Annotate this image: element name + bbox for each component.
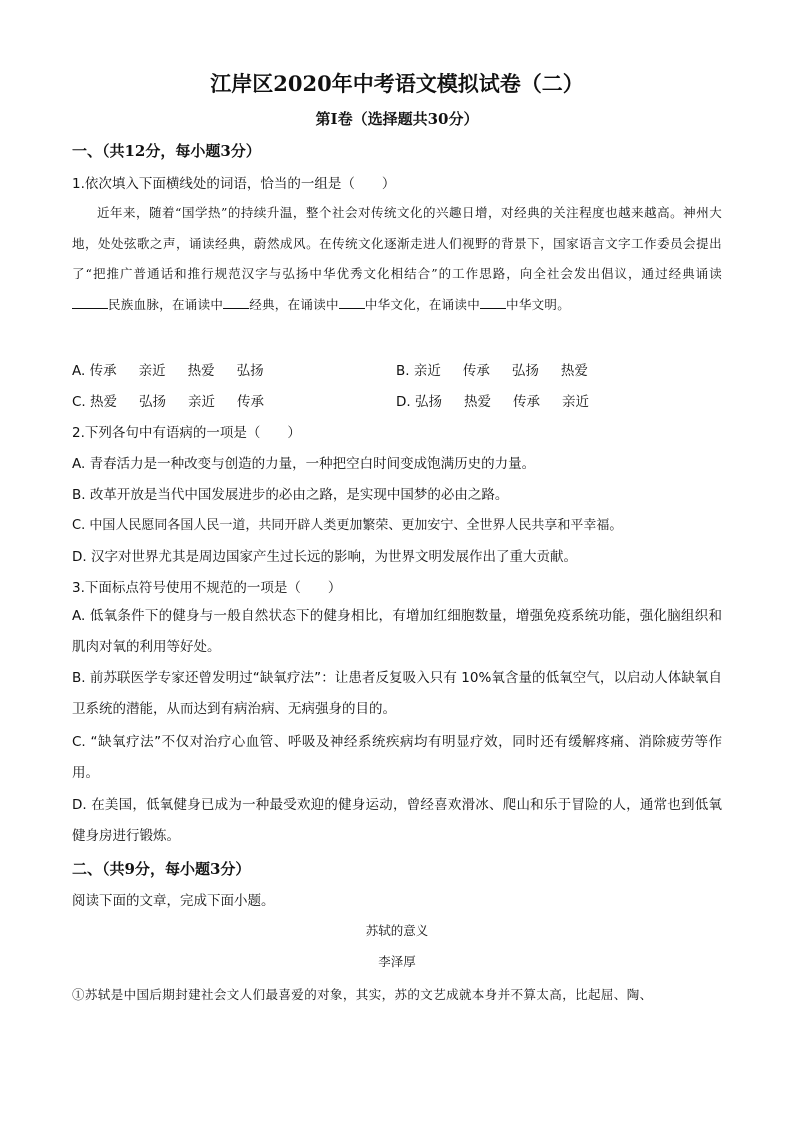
option-a-word-1: A. 传承	[72, 363, 117, 379]
volume-title: 第I卷（选择题共30分）	[315, 110, 479, 128]
section1-heading: 一、（共12分，每小题3分）	[72, 142, 261, 160]
article-paragraph-1: ①苏轼是中国后期封建社会文人们最喜爱的对象，其实，苏的文艺成就本身并不算太高，比起屈、陶、	[72, 987, 653, 1002]
page-title: 江岸区2020年中考语文模拟试卷（二）	[210, 71, 584, 96]
blank-2	[223, 294, 249, 309]
q3-option-b: B. 前苏联医学专家还曾发明过“缺氧疗法”：让患者反复吸入只有 10%氧含量的低氧空气，以启动人体缺氧自卫系统的潜能，从而达到有病治病、无病强身的目的。	[72, 670, 722, 717]
option-b-word-1: B. 亲近	[396, 363, 441, 379]
option-d-word-1: D. 弘扬	[396, 394, 442, 410]
passage-part-5: 中华文明。	[506, 296, 571, 312]
q2-option-c: C. 中国人民愿同各国人民一道，共同开辟人类更加繁荣、更加安宁、全世界人民共享和平幸福。	[72, 518, 623, 533]
blank-1	[72, 294, 108, 309]
option-b-word-2: 传承	[462, 363, 490, 379]
q2-option-d: D. 汉字对世界尤其是周边国家产生过长远的影响，为世界文明发展作出了重大贡献。	[72, 549, 577, 565]
q1-option-b	[396, 359, 610, 379]
q2-option-a: A. 青春活力是一种改变与创造的力量，一种把空白时间变成饱满历史的力量。	[72, 456, 536, 472]
option-a-word-2: 亲近	[138, 363, 166, 379]
q3-option-a: A. 低氧条件下的健身与一般自然状态下的健身相比，有增加红细胞数量，增强免疫系统功能，强化脑组织和肌肉对氧的利用等好处。	[72, 608, 722, 655]
passage-part-2: 民族血脉，在诵读中	[108, 296, 224, 312]
option-c-word-2: 弘扬	[139, 394, 167, 410]
article-title: 苏轼的意义	[365, 923, 429, 938]
option-d-word-3: 传承	[512, 394, 540, 410]
option-b-word-3: 弘扬	[511, 363, 539, 379]
q1-passage-text	[72, 198, 722, 320]
q1-passage	[72, 198, 722, 320]
q3-stem: 3.下面标点符号使用不规范的一项是（ ）	[72, 580, 342, 596]
q2-stem: 2.下列各句中有语病的一项是（ ）	[72, 425, 301, 441]
option-c-word-3: 亲近	[188, 394, 216, 410]
q3-option-d: D. 在美国，低氧健身已成为一种最受欢迎的健身运动，曾经喜欢滑冰、爬山和乐于冒险的人，通常也到低氧健身房进行锻炼。	[72, 797, 722, 844]
blank-4	[480, 294, 506, 309]
section2-instruction: 阅读下面的文章，完成下面小题。	[72, 893, 275, 909]
q3-option-c: C. “缺氧疗法”不仅对治疗心血管、呼吸及神经系统疾病均有明显疗效，同时还有缓解疼痛、消除疲劳等作用。	[72, 734, 722, 781]
q2-option-b: B. 改革开放是当代中国发展进步的必由之路，是实现中国梦的必由之路。	[72, 487, 509, 503]
option-d-word-4: 亲近	[561, 394, 589, 410]
option-c-word-4: 传承	[237, 394, 265, 410]
q1-stem: 1.依次填入下面横线处的词语，恰当的一组是（ ）	[72, 176, 396, 192]
passage-part-4: 中华文化，在诵读中	[364, 296, 481, 312]
blank-3	[339, 294, 365, 309]
option-b-word-4: 热爱	[560, 363, 588, 379]
q1-option-a	[72, 359, 286, 379]
option-d-word-2: 热爱	[463, 394, 491, 410]
option-c-word-1: C. 热爱	[72, 394, 118, 410]
section2-heading: 二、（共9分，每小题3分）	[72, 860, 251, 878]
passage-part-1: 近年来，随着“国学热”的持续升温，整个社会对传统文化的兴趣日增，对经典的关注程度也越来越高。神州大地，处处弦歌之声，诵读经典，蔚然成风。在传统文化逐渐走进人们视野的背景下，国家语言文字工作委员会提出了“把推广普通话和推行规范汉字与弘扬中华优秀文化相结合”的工作思路，向全社会发出倡议，通过经典诵读	[72, 205, 722, 281]
option-a-word-3: 热爱	[187, 363, 215, 379]
q1-option-d	[396, 390, 611, 410]
passage-part-3: 经典，在诵读中	[249, 296, 339, 312]
article-author: 李泽厚	[378, 954, 416, 969]
q1-option-c	[72, 390, 286, 410]
option-a-word-4: 弘扬	[236, 363, 264, 379]
